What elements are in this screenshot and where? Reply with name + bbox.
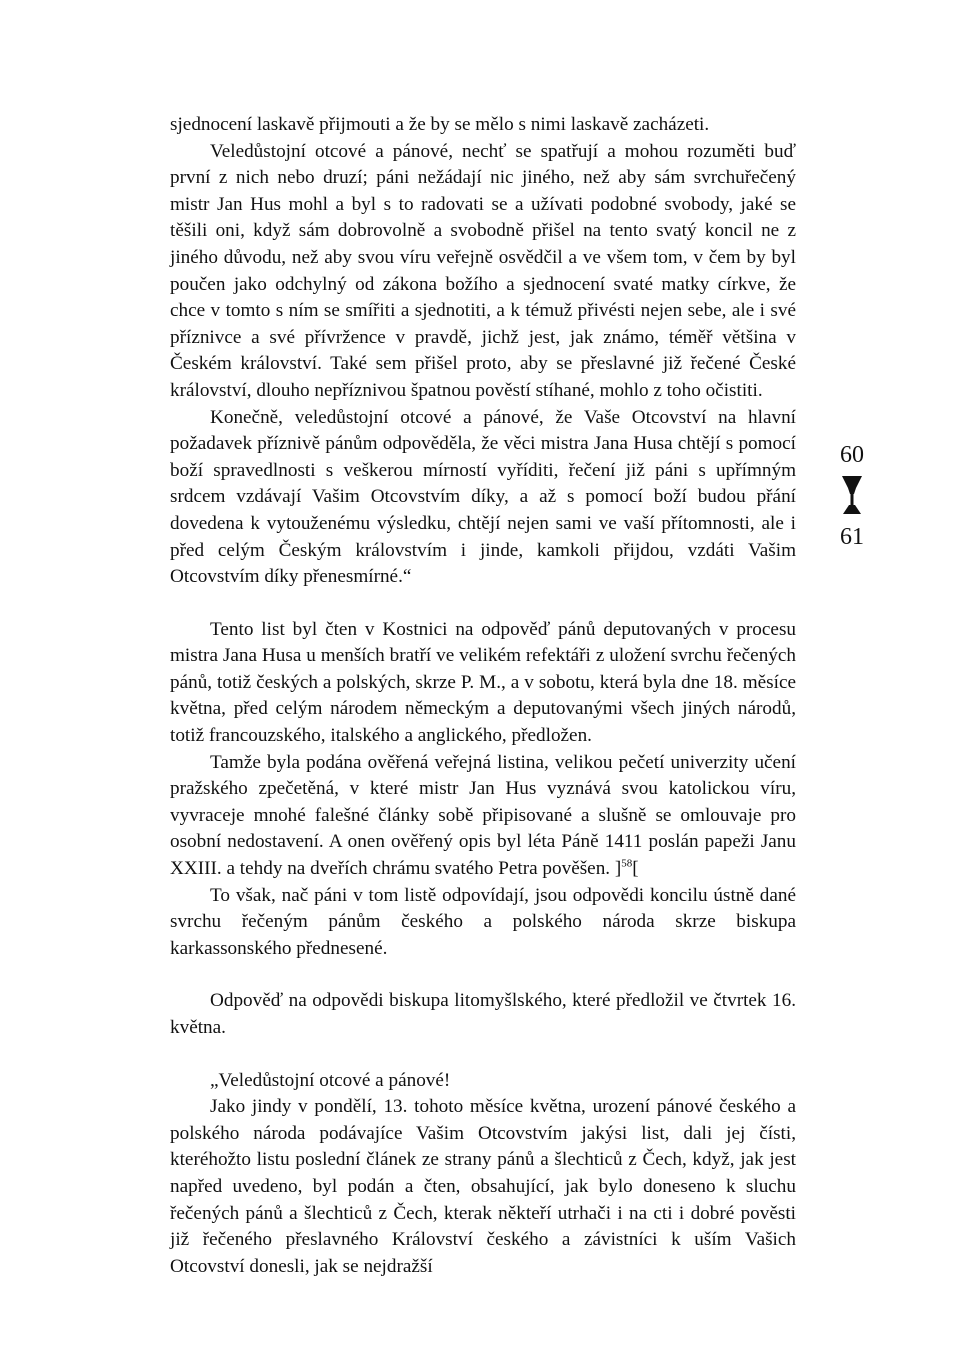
page-body [170, 112, 796, 1280]
paragraph-5 [170, 750, 796, 883]
paragraph-2: Veledůstojní otcové a pánové, nechť se spatřují a mohou rozuměti buď první z nich nebo druzí; páni nežádají nic jiného, než aby sám svrchuřečený mistr Jan Hus mohl a byl s to radovati se a užívati podobné svobody, jaké se těšili oni, když sám dobrovolně a svobodně přišel na tento svatý koncil ne z jiného důvodu, než aby svou víru veřejně osvědčil a ve všem tom, v čem by byl poučen jako odchylný od zákona božího a sjednocení svaté matky církve, že chce v tomto s ním se smířiti a sjednotiti, a k témuž přivésti nejen sebe, ale i své příznivce a své přívržence v pravdě, jichž jest, jak známo, téměř většina v Českém království. Také sem přišel proto, aby se přeslavné již řečené České království, dlouho nepříznivou špatnou pověstí stíhané, mohlo z toho očistiti. [170, 140, 796, 401]
paragraph-5-text: Tamže byla podána ověřená veřejná listina, velikou pečetí univerzity učení pražského zpečetěná, v které mistr Jan Hus vyznává svou katolickou víru, vyvraceje mnohé falešné články sobě připisované a slušně se omlouvaje pro osobní nedostavení. A onen ověřený opis byl léta Páně 1411 poslán papeži Janu XXIII. a tehdy na dveřích chrámu svatého Petra pověšen. ] [170, 751, 796, 880]
paragraph-5-bracket: [ [632, 858, 639, 880]
paragraph-1: sjednocení laskavě přijmouti a že by se mělo s nimi laskavě zacházeti. [170, 114, 710, 135]
chalice-icon [839, 474, 865, 518]
margin-page-marker [822, 440, 882, 552]
page-number-top: 60 [840, 442, 864, 468]
paragraph-9: Jako jindy v pondělí, 13. tohoto měsíce května, urození pánové českého a polského národa podávajíce Vašim Otcovstvím jakýsi list, dali jej čísti, kteréhožto listu poslední článek ze strany pánů a šlechticů z Čech, když, jak jest napřed uvedeno, byl podán a čten, obsahující, jak bylo doneseno k sluchu řečených pánů a šlechticů z Čech, kterak někteří utrhači i na cti i dobré pověsti již řečeného přeslavného Království českého a závistníci k uším Vašich Otcovství donesli, jak se nejdražší [170, 1096, 796, 1277]
paragraph-8: „Veledůstojní otcové a pánové! [210, 1069, 451, 1091]
page-number-bottom: 61 [840, 524, 864, 550]
footnote-marker: 58 [621, 857, 633, 870]
paragraph-7: Odpověď na odpovědi biskupa litomyšlského, které předložil ve čtvrtek 16. května. [170, 990, 796, 1038]
spacer [170, 591, 796, 617]
spacer [170, 962, 796, 988]
paragraph-6: To však, nač páni v tom listě odpovídají, jsou odpovědi koncilu ústně dané svrchu řečeným pánům českého a polského národa skrze biskupa karkassonského přednesené. [170, 884, 796, 959]
paragraph-4: Tento list byl čten v Kostnici na odpověď pánů deputovaných v procesu mistra Jana Husa u menších bratří ve velikém refektáři z uložení svrchu řečených pánů, totiž českých a polských, skrze P. M., a v sobotu, která byla dne 18. měsíce května, před celým národem německým a deputovanými všech jiných národů, totiž francouzského, italského a anglického, předložen. [170, 618, 796, 747]
spacer [170, 1042, 796, 1068]
paragraph-3: Konečně, veledůstojní otcové a pánové, že Vaše Otcovství na hlavní požadavek příznivě pánům odpověděla, že věci mistra Jana Husa chtějí s pomocí boží spravedlnosti s veškerou mírností vyříditi, řečení již páni s upřímným srdcem vzdávají Vašim Otcovstvím díky, a až s pomocí boží budou přání dovedena k vytouženému výsledku, chtějí nejen sami ve vaší přítomnosti, ale i před celým Českým královstvím i jinde, kamkoli přijdou, vzdáti Vašim Otcovstvím díky přenesmírné.“ [170, 406, 796, 588]
